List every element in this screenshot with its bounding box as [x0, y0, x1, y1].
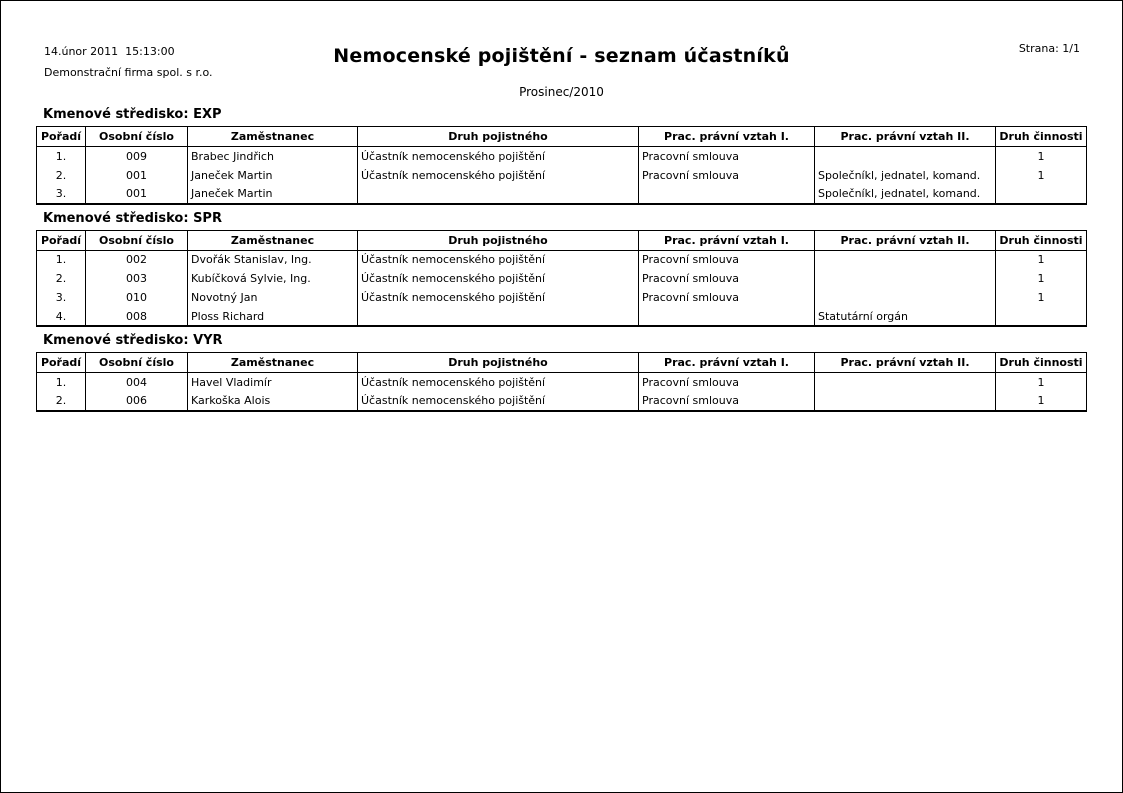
table-cell: Účastník nemocenského pojištění	[358, 147, 639, 166]
column-header: Prac. právní vztah I.	[639, 127, 815, 147]
table-cell: Účastník nemocenského pojištění	[358, 288, 639, 307]
table-cell: Účastník nemocenského pojištění	[358, 250, 639, 269]
column-header: Zaměstnanec	[188, 353, 358, 373]
table-cell	[996, 307, 1087, 326]
table-cell: Novotný Jan	[188, 288, 358, 307]
cost-center-label: Kmenové středisko: SPR	[43, 210, 222, 226]
column-header: Druh pojistného	[358, 230, 639, 250]
report-period: Prosinec/2010	[519, 85, 604, 99]
cost-center-label: Kmenové středisko: VYR	[43, 333, 223, 348]
table-cell: Kubíčková Sylvie, Ing.	[188, 269, 358, 288]
table-cell: Janeček Martin	[188, 185, 358, 204]
column-header: Zaměstnanec	[188, 230, 358, 250]
participants-table	[36, 230, 1087, 328]
table-cell	[358, 307, 639, 326]
cost-center-label: Kmenové středisko: EXP	[43, 107, 222, 122]
table-cell: 4.	[37, 307, 86, 326]
table-cell: Ploss Richard	[188, 307, 358, 326]
table-cell: Havel Vladimír	[188, 373, 358, 392]
table-cell: Účastník nemocenského pojištění	[358, 166, 639, 185]
table-cell	[815, 250, 996, 269]
table-cell: Janeček Martin	[188, 166, 358, 185]
table-cell: Pracovní smlouva	[639, 166, 815, 185]
table-cell: 1.	[37, 250, 86, 269]
table-header-row	[37, 230, 1087, 250]
column-header: Druh pojistného	[358, 127, 639, 147]
table-row	[37, 147, 1087, 166]
table-cell: 010	[86, 288, 188, 307]
table-cell: 1	[996, 288, 1087, 307]
table-cell: Pracovní smlouva	[639, 147, 815, 166]
column-header: Osobní číslo	[86, 127, 188, 147]
column-header: Osobní číslo	[86, 353, 188, 373]
table-cell: Společníkl, jednatel, komand.	[815, 185, 996, 204]
participants-table	[36, 126, 1087, 205]
table-cell: Pracovní smlouva	[639, 373, 815, 392]
table-row	[37, 307, 1087, 326]
table-cell: 004	[86, 373, 188, 392]
table-cell: 2.	[37, 166, 86, 185]
table-cell: 002	[86, 250, 188, 269]
column-header: Druh pojistného	[358, 353, 639, 373]
table-cell	[815, 373, 996, 392]
table-header-row	[37, 127, 1087, 147]
table-cell	[815, 147, 996, 166]
table-cell: Brabec Jindřich	[188, 147, 358, 166]
table-cell: 001	[86, 185, 188, 204]
column-header: Druh činnosti	[996, 353, 1087, 373]
table-cell: 008	[86, 307, 188, 326]
report-sections	[36, 107, 1087, 412]
table-cell: Karkoška Alois	[188, 392, 358, 411]
table-cell: 009	[86, 147, 188, 166]
table-row	[37, 250, 1087, 269]
table-cell	[639, 185, 815, 204]
table-cell: 1	[996, 392, 1087, 411]
table-cell: 2.	[37, 269, 86, 288]
table-cell	[815, 288, 996, 307]
table-cell: 3.	[37, 185, 86, 204]
table-cell: 1.	[37, 373, 86, 392]
table-cell: 1	[996, 250, 1087, 269]
table-cell: 2.	[37, 392, 86, 411]
table-cell: 1	[996, 269, 1087, 288]
table-cell: 006	[86, 392, 188, 411]
table-cell: Dvořák Stanislav, Ing.	[188, 250, 358, 269]
table-cell: 003	[86, 269, 188, 288]
table-cell: Účastník nemocenského pojištění	[358, 392, 639, 411]
column-header: Prac. právní vztah I.	[639, 230, 815, 250]
table-cell: Pracovní smlouva	[639, 250, 815, 269]
table-cell: 001	[86, 166, 188, 185]
table-cell: 1	[996, 166, 1087, 185]
table-cell: 1	[996, 147, 1087, 166]
column-header: Pořadí	[37, 127, 86, 147]
table-row	[37, 373, 1087, 392]
table-cell: Pracovní smlouva	[639, 392, 815, 411]
table-row	[37, 269, 1087, 288]
column-header: Pořadí	[37, 230, 86, 250]
table-cell	[815, 392, 996, 411]
table-row	[37, 185, 1087, 204]
table-row	[37, 392, 1087, 411]
participants-table	[36, 352, 1087, 412]
cost-center-section	[36, 107, 1087, 205]
column-header: Druh činnosti	[996, 127, 1087, 147]
table-cell: Účastník nemocenského pojištění	[358, 269, 639, 288]
table-cell: Účastník nemocenského pojištění	[358, 373, 639, 392]
page-number: Strana: 1/1	[1018, 42, 1080, 55]
table-cell	[358, 185, 639, 204]
column-header: Prac. právní vztah II.	[815, 353, 996, 373]
column-header: Prac. právní vztah I.	[639, 353, 815, 373]
report-title: Nemocenské pojištění - seznam účastníků	[333, 45, 790, 67]
table-cell: Pracovní smlouva	[639, 269, 815, 288]
table-cell: Statutární orgán	[815, 307, 996, 326]
table-row	[37, 288, 1087, 307]
column-header: Prac. právní vztah II.	[815, 230, 996, 250]
column-header: Pořadí	[37, 353, 86, 373]
cost-center-section	[36, 211, 1087, 328]
column-header: Prac. právní vztah II.	[815, 127, 996, 147]
table-cell	[815, 269, 996, 288]
table-cell: Společníkl, jednatel, komand.	[815, 166, 996, 185]
column-header: Druh činnosti	[996, 230, 1087, 250]
table-cell: 1	[996, 373, 1087, 392]
column-header: Osobní číslo	[86, 230, 188, 250]
table-cell: 1.	[37, 147, 86, 166]
company-name: Demonstrační firma spol. s r.o.	[44, 66, 213, 79]
table-cell: 3.	[37, 288, 86, 307]
column-header: Zaměstnanec	[188, 127, 358, 147]
cost-center-section	[36, 333, 1087, 412]
table-header-row	[37, 353, 1087, 373]
table-cell	[996, 185, 1087, 204]
table-cell	[639, 307, 815, 326]
report-datetime: 14.únor 2011 15:13:00	[44, 45, 175, 58]
table-row	[37, 166, 1087, 185]
table-cell: Pracovní smlouva	[639, 288, 815, 307]
